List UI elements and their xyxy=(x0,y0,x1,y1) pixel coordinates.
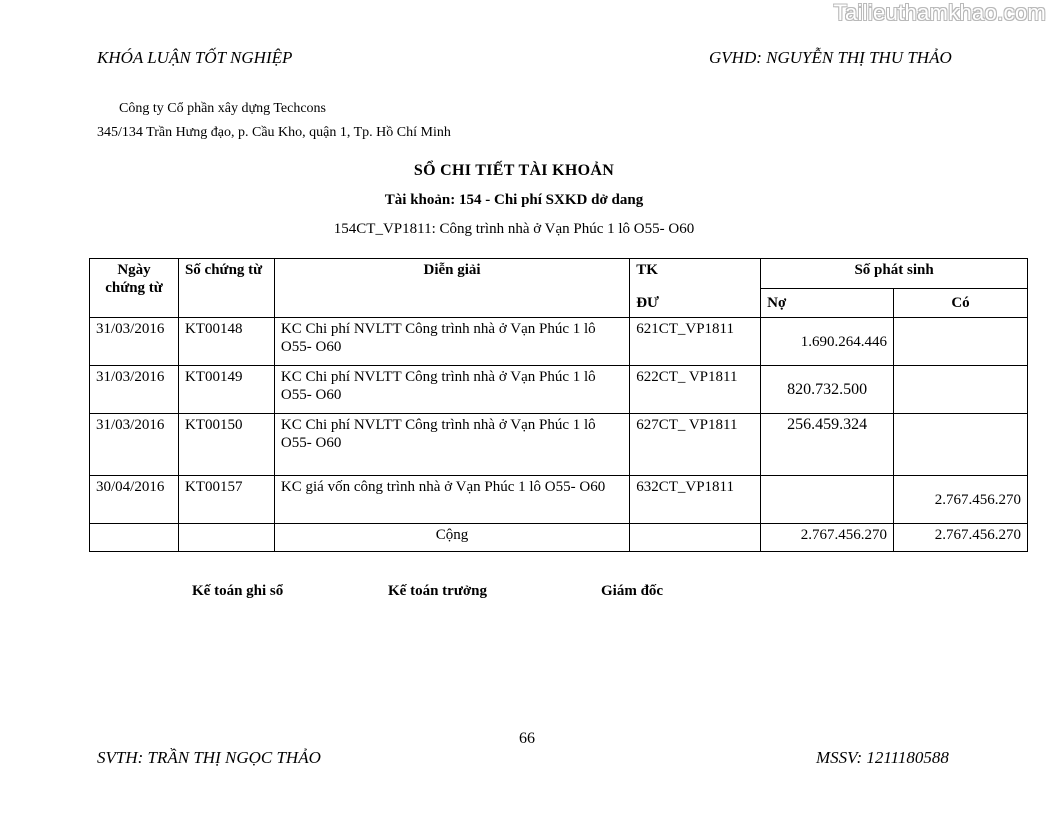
header-tk: TK xyxy=(630,259,761,289)
row-description: KC giá vốn công trình nhà ở Vạn Phúc 1 lô O55- O60 xyxy=(274,476,629,524)
header-debit: Nợ xyxy=(761,289,894,318)
header-amount: Số phát sinh xyxy=(761,259,1028,289)
signature-director: Giám đốc xyxy=(601,583,664,599)
document-title: SỔ CHI TIẾT TÀI KHOẢN xyxy=(413,162,615,179)
header-right: GVHD: NGUYỄN THỊ THU THẢO xyxy=(709,48,952,67)
row-date: 31/03/2016 xyxy=(90,318,179,366)
row-date: 30/04/2016 xyxy=(90,476,179,524)
row-credit xyxy=(894,366,1028,414)
row-description: KC Chi phí NVLTT Công trình nhà ở Vạn Phúc 1 lô O55- O60 xyxy=(274,318,629,366)
row-credit: 2.767.456.270 xyxy=(894,476,1028,524)
row-account: 622CT_ VP1811 xyxy=(630,366,761,414)
row-voucher: KT00157 xyxy=(178,476,274,524)
row-debit: 820.732.500 xyxy=(761,366,894,414)
total-label: Cộng xyxy=(274,524,629,552)
table-row xyxy=(90,318,1028,366)
row-account: 621CT_VP1811 xyxy=(630,318,761,366)
total-credit: 2.767.456.270 xyxy=(894,524,1028,552)
page-number: 66 xyxy=(519,730,535,747)
ledger-table xyxy=(89,258,1028,552)
row-credit xyxy=(894,318,1028,366)
row-date: 31/03/2016 xyxy=(90,414,179,476)
row-date: 31/03/2016 xyxy=(90,366,179,414)
signature-bookkeeper: Kế toán ghi sổ xyxy=(192,583,284,599)
footer-right: MSSV: 1211180588 xyxy=(816,748,949,767)
row-debit xyxy=(761,476,894,524)
footer-left: SVTH: TRẦN THỊ NGỌC THẢO xyxy=(97,748,321,767)
row-credit xyxy=(894,414,1028,476)
row-description: KC Chi phí NVLTT Công trình nhà ở Vạn Phúc 1 lô O55- O60 xyxy=(274,366,629,414)
row-debit: 256.459.324 xyxy=(761,414,894,476)
row-account: 627CT_ VP1811 xyxy=(630,414,761,476)
signature-chief-accountant: Kế toán trưởng xyxy=(388,583,487,599)
watermark: Tailieuthamkhao.com xyxy=(833,0,1046,25)
row-voucher: KT00148 xyxy=(178,318,274,366)
header-date: Ngày chứng từ xyxy=(90,259,179,318)
total-row xyxy=(90,524,1028,552)
header-voucher: Số chứng từ xyxy=(178,259,274,318)
row-debit: 1.690.264.446 xyxy=(761,318,894,366)
row-description: KC Chi phí NVLTT Công trình nhà ở Vạn Phúc 1 lô O55- O60 xyxy=(274,414,629,476)
table-row xyxy=(90,414,1028,476)
header-description: Diễn giải xyxy=(274,259,629,318)
header-left: KHÓA LUẬN TỐT NGHIỆP xyxy=(97,48,293,67)
account-title: Tài khoản: 154 - Chi phí SXKD dở dang xyxy=(384,192,644,208)
header-du: ĐƯ xyxy=(630,289,761,318)
row-voucher: KT00149 xyxy=(178,366,274,414)
company-address: 345/134 Trần Hưng đạo, p. Cầu Kho, quận 1, Tp. Hồ Chí Minh xyxy=(97,125,451,140)
company-name: Công ty Cổ phần xây dựng Techcons xyxy=(119,101,326,116)
project-title: 154CT_VP1811: Công trình nhà ở Vạn Phúc 1 lô O55- O60 xyxy=(333,221,695,237)
row-voucher: KT00150 xyxy=(178,414,274,476)
row-account: 632CT_VP1811 xyxy=(630,476,761,524)
total-debit: 2.767.456.270 xyxy=(761,524,894,552)
table-row xyxy=(90,476,1028,524)
header-credit: Có xyxy=(894,289,1028,318)
table-row xyxy=(90,366,1028,414)
